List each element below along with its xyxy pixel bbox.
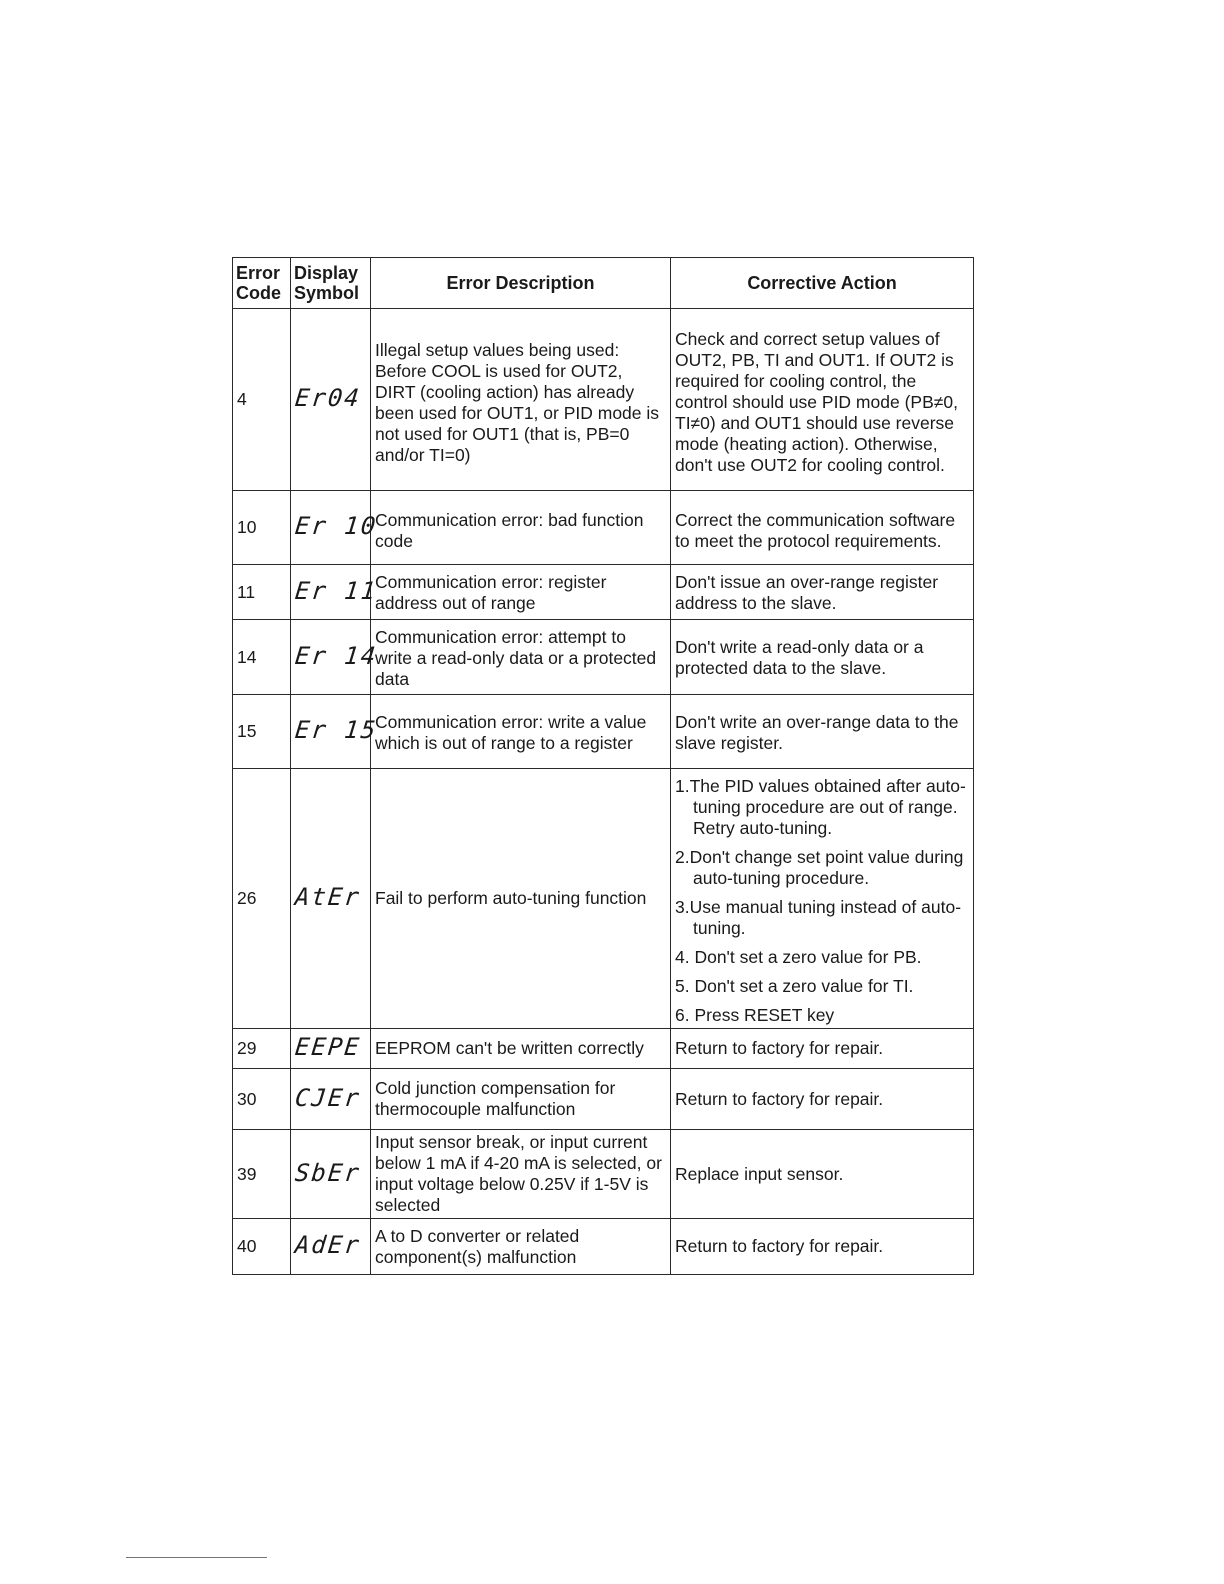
error-code-cell: 4	[233, 309, 291, 491]
display-symbol: Er 14	[293, 641, 379, 670]
display-symbol-cell	[291, 695, 379, 769]
corrective-action-cell: Correct the communication software to meet the protocol requirements.	[671, 491, 974, 565]
table-row	[233, 1029, 974, 1069]
display-symbol: CJEr	[293, 1083, 363, 1112]
footnote-separator	[126, 1557, 267, 1558]
error-code-cell: 39	[233, 1130, 291, 1219]
error-description-cell: Illegal setup values being used: Before COOL is used for OUT2, DIRT (cooling action) has already been used for OUT1, or PID mode is not used for OUT1 (that is, PB=0 and/or TI=0)	[371, 309, 671, 491]
table-row	[233, 491, 974, 565]
display-symbol: EEPE	[293, 1033, 363, 1061]
error-code-cell: 40	[233, 1219, 291, 1275]
corrective-step: 6. Press RESET key	[675, 1004, 835, 1025]
corrective-action-cell: Return to factory for repair.	[671, 1029, 974, 1069]
display-symbol-cell	[291, 491, 379, 565]
table-header-row	[233, 258, 974, 309]
error-description-cell: Communication error: bad function code	[371, 491, 671, 565]
display-symbol: Er 15	[293, 716, 379, 744]
table-row	[233, 309, 974, 491]
corrective-step: 2.Don't change set point value during auto-tuning procedure.	[675, 846, 964, 888]
display-symbol: AtEr	[293, 883, 363, 911]
corrective-step: 3.Use manual tuning instead of auto-tuning.	[675, 896, 962, 938]
error-code-cell: 10	[233, 491, 291, 565]
corrective-action-cell: Don't write an over-range data to the slave register.	[671, 695, 974, 769]
corrective-action-cell: Return to factory for repair.	[671, 1219, 974, 1275]
display-symbol-cell	[291, 769, 371, 1029]
corrective-action-cell: Check and correct setup values of OUT2, PB, TI and OUT1. If OUT2 is required for cooling control, the control should use PID mode (PB≠0, TI≠0) and OUT1 should use reverse mode (heating action). Otherwise, don't use OUT2 for cooling control.	[671, 309, 974, 491]
display-symbol-cell	[291, 1069, 371, 1130]
corrective-step: 5. Don't set a zero value for TI.	[675, 975, 914, 996]
table-row	[233, 620, 974, 695]
table-row	[233, 769, 974, 1029]
error-description-cell: Fail to perform auto-tuning function	[371, 769, 671, 1029]
error-code-table	[232, 257, 974, 1275]
display-symbol-cell	[291, 1219, 371, 1275]
error-description-cell: A to D converter or related component(s) malfunction	[371, 1219, 671, 1275]
error-description-cell: Communication error: write a value which is out of range to a register	[371, 695, 671, 769]
header-error-description: Error Description	[371, 258, 671, 309]
header-display-symbol: Display Symbol	[291, 258, 371, 309]
header-corrective-action: Corrective Action	[671, 258, 974, 309]
table-row	[233, 1069, 974, 1130]
display-symbol: AdEr	[293, 1231, 363, 1259]
table-row	[233, 1130, 974, 1219]
error-code-cell: 14	[233, 620, 291, 695]
table-row	[233, 695, 974, 769]
display-symbol-cell	[291, 620, 379, 695]
display-symbol: Er 10	[293, 512, 379, 540]
corrective-action-cell: Don't write a read-only data or a protected data to the slave.	[671, 620, 974, 695]
error-code-cell: 29	[233, 1029, 291, 1069]
error-code-cell: 15	[233, 695, 291, 769]
corrective-action-cell: Don't issue an over-range register address to the slave.	[671, 565, 974, 620]
error-description-cell: Cold junction compensation for thermocouple malfunction	[371, 1069, 671, 1130]
table-row	[233, 565, 974, 620]
corrective-action-cell: Replace input sensor.	[671, 1130, 974, 1219]
corrective-action-cell: Return to factory for repair.	[671, 1069, 974, 1130]
display-symbol-cell	[291, 565, 379, 620]
error-description-cell: Input sensor break, or input current below 1 mA if 4-20 mA is selected, or input voltage below 0.25V if 1-5V is selected	[371, 1130, 671, 1219]
corrective-action-cell	[671, 769, 974, 1029]
display-symbol: SbEr	[293, 1158, 363, 1187]
corrective-step: 1.The PID values obtained after auto-tuning procedure are out of range. Retry auto-tuning.	[675, 775, 966, 838]
error-code-cell: 30	[233, 1069, 291, 1130]
display-symbol: Er 11	[293, 576, 379, 605]
display-symbol-cell	[291, 1130, 371, 1219]
header-error-code: Error Code	[233, 258, 291, 309]
error-code-cell: 11	[233, 565, 291, 620]
display-symbol-cell	[291, 1029, 371, 1069]
error-description-cell: Communication error: attempt to write a read-only data or a protected data	[371, 620, 671, 695]
display-symbol: Er04	[293, 384, 363, 412]
table-row	[233, 1219, 974, 1275]
error-description-cell: EEPROM can't be written correctly	[371, 1029, 671, 1069]
error-code-cell: 26	[233, 769, 291, 1029]
corrective-step: 4. Don't set a zero value for PB.	[675, 946, 922, 967]
display-symbol-cell	[291, 309, 371, 491]
error-description-cell: Communication error: register address out of range	[371, 565, 671, 620]
